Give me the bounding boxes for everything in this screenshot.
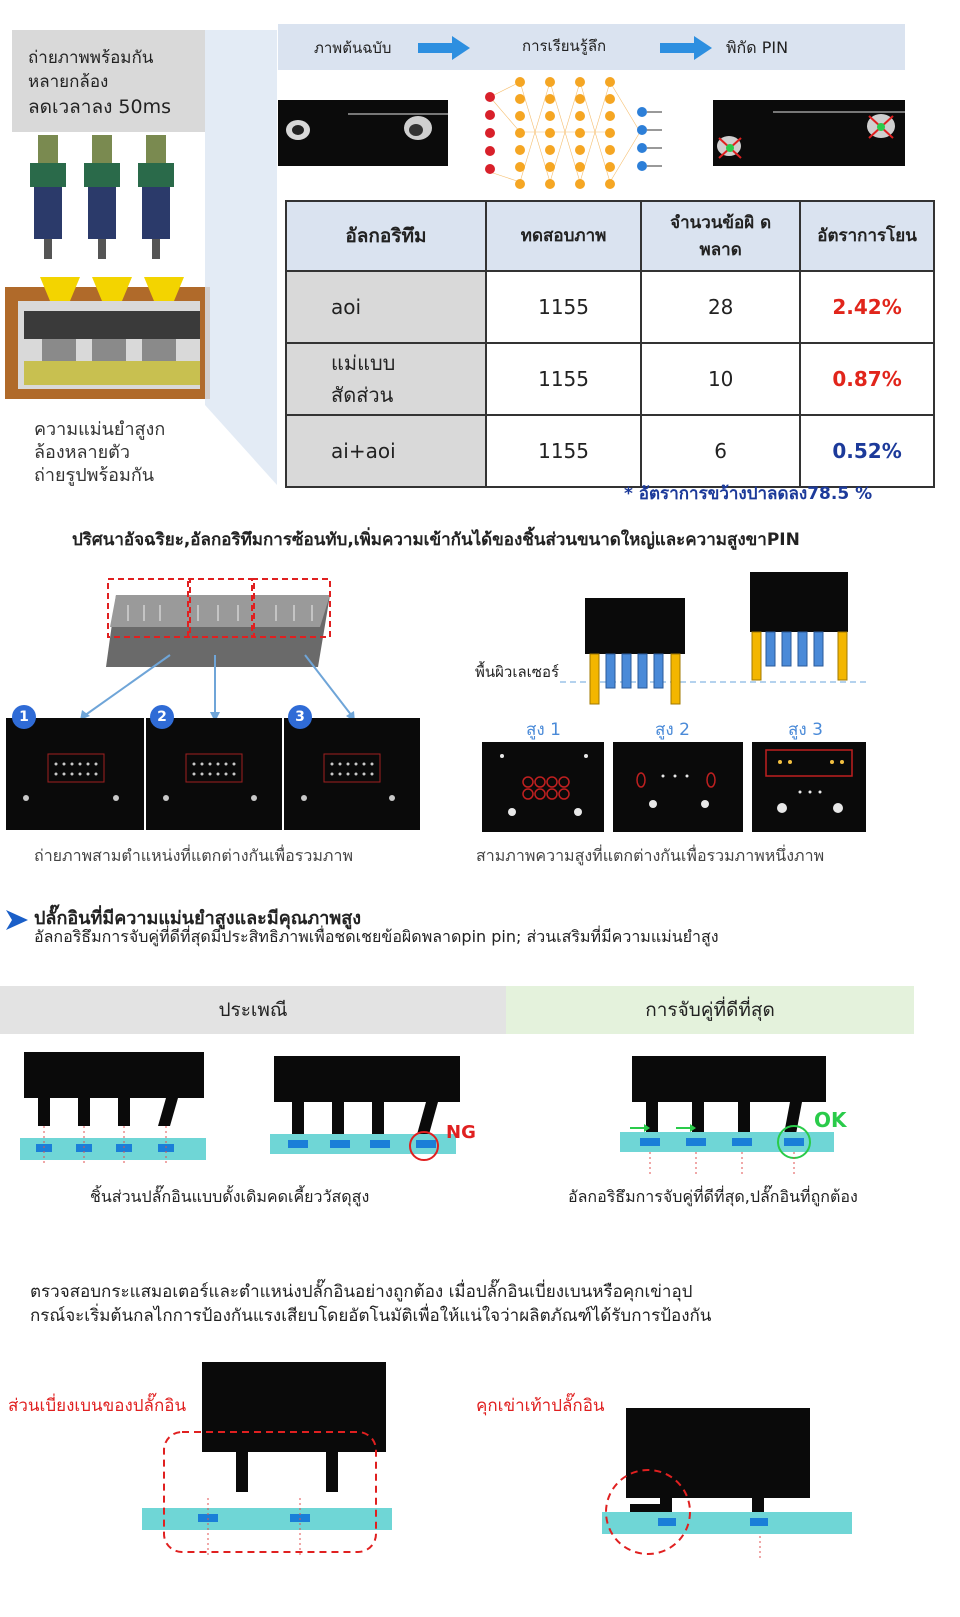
traditional-caption: ชิ้นส่วนปลั๊กอินแบบดั้งเดิมคดเคี้ยววัสดุสูง	[90, 1187, 370, 1206]
table-header-cell: อัตราการโยน	[800, 201, 934, 271]
laser-surface-label: พื้นผิวเลเซอร์	[475, 663, 560, 681]
table-cell-tested: 1155	[486, 271, 641, 343]
ok-label: OK	[814, 1108, 847, 1132]
table-header-cell: จำนวนข้อผิ ดพลาด	[641, 201, 800, 271]
multi-camera-machine-illustration	[0, 135, 215, 405]
ng-label: NG	[446, 1122, 476, 1143]
pin-kneeling-diagram	[600, 1408, 860, 1558]
three-position-caption: ถ่ายภาพสามตำแหน่งที่แตกต่างกันเพื่อรวมภาพ	[34, 846, 353, 865]
tab-best-match-label: การจับคู่ที่ดีที่สุด	[645, 999, 775, 1021]
neural-network-illustration	[480, 72, 670, 194]
section3-title: ปลั๊กอินที่มีความแม่นยำสูงและมีคุณภาพสูง	[34, 908, 362, 929]
arrow-right-icon	[418, 36, 470, 64]
pipeline-step-pin-coordinates: พิกัด PIN	[726, 38, 789, 57]
section2-title: ปริศนาอัจฉริยะ,อัลกอริทึมการซ้อนทับ,เพิ่มความเข้ากันได้ของชิ้นส่วนขนาดใหญ่และความสูงขาPIN	[72, 530, 800, 550]
box-line-3: ลดเวลาลง 50ms	[28, 96, 172, 118]
position-image-2	[146, 718, 282, 830]
height-label-3: สูง 3	[788, 720, 823, 740]
section3-subtitle: อัลกอริธึมการจับคู่ที่ดีที่สุดมีประสิทธิภาพเพื่อชดเชยข้อผิดพลาดpin pin; ส่วนเสริมที่มีความแม่นยำสูง	[34, 927, 719, 946]
three-height-caption: สามภาพความสูงที่แตกต่างกันเพื่อรวมภาพหนึ่งภาพ	[476, 846, 825, 865]
pipeline-step-deep-learning: การเรียนรู้ลึก	[522, 37, 607, 55]
table-cell-errors: 28	[641, 271, 800, 343]
table-cell-errors: 10	[641, 343, 800, 415]
box-line-1: ถ่ายภาพพร้อมกัน	[28, 48, 154, 68]
height-image-1	[482, 742, 604, 832]
original-image-thumbnail	[278, 100, 448, 166]
table-cell-rate: 0.87%	[800, 343, 934, 415]
height-image-2	[613, 742, 743, 832]
table-cell-tested: 1155	[486, 415, 641, 487]
deviation-label: ส่วนเบี่ยงเบนของปลั๊กอิน	[8, 1396, 187, 1416]
bullet-arrow-icon	[6, 910, 28, 934]
tab-traditional	[0, 986, 506, 1034]
traditional-pin-diagram-1	[20, 1052, 210, 1164]
kneeling-label: คุกเข่าเท้าปลั๊กอิน	[476, 1396, 605, 1416]
height-image-3	[752, 742, 866, 832]
position-image-3	[284, 718, 420, 830]
connector-arrows	[60, 650, 370, 725]
table-header-row	[286, 201, 934, 271]
height-label-1: สูง 1	[526, 720, 561, 740]
box-line-2: หลายกล้อง	[28, 72, 109, 92]
table-row	[286, 271, 934, 343]
table-header-cell: อัลกอริทึม	[286, 201, 486, 271]
position-number-badge: 3	[288, 705, 312, 729]
height-label-2: สูง 2	[655, 720, 690, 740]
best-match-pin-diagram-ok	[620, 1056, 840, 1174]
table-row	[286, 415, 934, 487]
algorithm-results-table	[285, 200, 935, 488]
tab-best-match	[506, 986, 914, 1034]
camera-caption-line-1: ความแม่นยำสูงก	[34, 419, 166, 440]
pin-deviation-diagram	[140, 1362, 400, 1562]
protection-text-line-1: ตรวจสอบกระแสมอเตอร์และตำแหน่งปลั๊กอินอย่างถูกต้อง เมื่อปลั๊กอินเบี่ยงเบนหรือคุกเข่าอุป	[30, 1282, 693, 1302]
table-cell-errors: 6	[641, 415, 800, 487]
table-header-cell: ทดสอบภาพ	[486, 201, 641, 271]
camera-caption-line-2: ล้องหลายตัว	[34, 442, 130, 463]
table-cell-rate: 0.52%	[800, 415, 934, 487]
camera-caption-line-3: ถ่ายรูปพร้อมกัน	[34, 465, 155, 486]
table-cell-algorithm: แม่แบบ สัดส่วน	[286, 343, 486, 415]
pin-coordinate-thumbnail	[713, 100, 905, 166]
table-cell-tested: 1155	[486, 343, 641, 415]
table-cell-algorithm: ai+aoi	[286, 415, 486, 487]
projection-wedge	[205, 25, 285, 490]
position-image-1	[6, 718, 144, 830]
table-cell-rate: 2.42%	[800, 271, 934, 343]
arrow-right-icon	[660, 36, 712, 64]
position-number-badge: 2	[150, 705, 174, 729]
position-number-badge: 1	[12, 705, 36, 729]
protection-text-line-2: กรณ์จะเริ่มต้นกลไกการป้องกันแรงเสียบโดยอัตโนมัติเพื่อให้แน่ใจว่าผลิตภัณฑ์ได้รับการป้องกัน	[30, 1306, 712, 1326]
multi-camera-info-box	[12, 30, 205, 132]
laser-height-diagram	[560, 572, 880, 712]
reject-rate-note: * อัตราการขว้างปาลดลง78.5 %	[624, 484, 873, 504]
table-row	[286, 343, 934, 415]
best-match-caption: อัลกอริธึมการจับคู่ที่ดีที่สุด,ปลั๊กอินที่ถูกต้อง	[568, 1187, 858, 1206]
table-cell-algorithm: aoi	[286, 271, 486, 343]
tab-traditional-label: ประเพณี	[218, 999, 288, 1021]
traditional-pin-diagram-ng	[270, 1056, 480, 1166]
pipeline-step-original: ภาพต้นฉบับ	[314, 39, 392, 57]
